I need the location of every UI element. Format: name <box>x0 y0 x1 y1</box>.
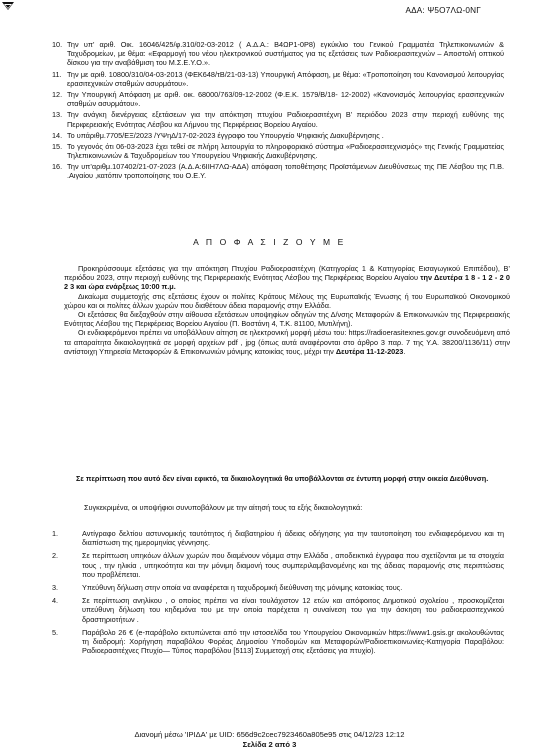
page-counter: Σελίδα 2 από 3 <box>242 739 297 749</box>
venue-paragraph: Οι εξετάσεις θα διεξαχθούν στην αίθουσα εξετάσεων υποψηφίων οδηγών της Δ/νσης Μεταφορών & Επικοινωνιών της Περιφερειακής Ενότητας Λέσβου της Περιφέρειας Βορείου Αιγαίου (Π. Βοστάνη 4, Τ.Κ. 81100, Μυτιλήνη). <box>64 309 510 329</box>
ada-code: ΑΔΑ: Ψ5Ο7ΛΩ-0ΝΓ <box>405 6 481 15</box>
document-item: 2. Σε περίπτωση υπηκόων άλλων χωρών που διαμένουν νόμιμα στην Ελλάδα , αποδεικτικά έγγραφα που σχετίζονται με τα στοιχεία τους , την ηλικία , υπηκοότητα και την μόνιμη διαμονή τους συμπεριλαμβανομένης και της άδειας παραμονής στις περιπτώσεις που προβλέπεται. <box>52 551 504 579</box>
application-deadline: Δευτέρα 11-12-2023 <box>335 346 404 356</box>
decision-body <box>64 264 510 356</box>
document-item: 4. Σε περίπτωση ανηλίκου , ο οποίος πρέπει να είναι τουλάχιστον 12 ετών και απόφοιτος Δημοτικού σχολείου , προσκομίζεται υπεύθυνη δήλωση του κηδεμόνα του με την οποία παρέχεται η συναίνεση του για την άσκηση του ραδιοερασιτεχνικού δραστηριοτήτων . <box>52 596 504 624</box>
page-marker-icon <box>2 1 14 11</box>
reference-item: 14. Το υπάριθμ.7705/ΕΞ/2023 /ΥΨηΔ/17-02-2023 έγγραφο του Υπουργείο Ψηφιακής Διακυβέρνησης . <box>52 130 384 140</box>
exam-date: την Δευτέρα 1 8 - 1 2 - 2 0 2 3 και ώρα ενάρξεως 10:00 π.μ. <box>64 273 510 292</box>
announcement-paragraph: Προκηρύσσουμε εξετάσεις για την απόκτηση Πτυχίου Ραδιοερασιτέχνη (Κατηγορίας 1 & Κατηγορίας Εισαγωγικού Επιπέδου), Β’ περιόδου 2023, στην περιοχή ευθύνης της Περιφερειακής Ενότητας Λέσβου της Περιφέρειας Βορείου Αιγαίου την Δευτέρα 1 8 - 1 2 - 2 0 2 3 και ώρα ενάρξεως 10:00 π.μ. <box>64 264 510 292</box>
page-footer <box>0 730 539 750</box>
reference-item: 11. Την με αριθ. 10800/310/04-03-2013 (ΦΕΚ648/τΒ/21-03-13) Υπουργική Απόφαση, με θέμα: «Τροποποίηση του Κανονισμού λειτουργίας ερασιτεχνικών σταθμών ασυρμάτου». <box>52 69 504 88</box>
reference-item: 12. Την Υπουργική Απόφαση με αριθ. οικ. 68000/763/09-12-2002 (Φ.Ε.Κ. 1579/Β/18- 12-2002) «Κανονισμός λειτουργίας ερασιτεχνικών σταθμών ασυρμάτου». <box>52 89 504 109</box>
current-page: 2 <box>268 739 273 749</box>
total-pages: 3 <box>292 739 297 749</box>
document-item: 1. Αντίγραφο δελτίου αστυνομικής ταυτότητος ή διαβατηρίου ή άδειας οδήγησης για την ταυτοποίηση του ενδιαφερόμενου και τη διαπίστωση της ημερομηνίας γέννησης. <box>52 529 504 548</box>
decision-heading: Α Π Ο Φ Α Σ Ι Ζ Ο Υ Μ Ε <box>193 237 346 247</box>
paper-submission-notice: Σε περίπτωση που αυτό δεν είναι εφικτό, τα δικαιολογητικά θα υποβάλλονται σε έντυπη μορφή στην οικεία Διεύθυνση. <box>76 474 489 483</box>
eligibility-paragraph: Δικαίωμα συμμετοχής στις εξετάσεις έχουν οι πολίτες Κράτους Μέλους της Ευρωπαϊκής Ένωσης ή του Ευρωπαϊκού Οικονομικού χώρου και οι πολίτες άλλων χωρών που διαθέτουν άδεια παραμονής στην Ελλάδα. <box>64 291 510 310</box>
application-paragraph: Οι ενδιαφερόμενοι πρέπει να υποβάλλουν αίτηση σε ηλεκτρονική μορφή μέσω του: https://radioerasitexnes.gov.gr συνοδευόμενη από τα απαραίτητα δικαιολογητικά σε μορφή αρχείων pdf , jpg (όπως αυτά αναφέρονται στο άρθρο 3 παρ. 7 της Υ.Α. 38200/1136/11) στην αντίστοιχη Υπηρεσία Μεταφορών & Επικοινωνιών μόνιμης κατοικίας τους, μέχρι την Δευτέρα 11-12-2023. <box>64 328 510 356</box>
reference-item: 13. Την ανάγκη διενέργειας εξετάσεων για την απόκτηση πτυχίου Ραδιοερασιτέχνη Β’ περιόδου 2023 στην περιοχή ευθύνης της Περιφερειακής Ενότητας Λέσβου κα Λήμνου της Περιφέρειας Βορείου Αιγαίου. <box>52 110 504 129</box>
reference-item: 16. Την υπ’αριθμ.107402/21-07-2023 (Α.Δ.Α:6ΙΙΗ7ΛΩ-ΑΔΑ) απόφαση τοποθέτησης Προϊστάμενων Διευθύνσεως της ΠΕ Λέσβου της Π.Β. .Αιγαίου ,κατόπιν τροποποίησης του Ο.Ε.Υ. <box>52 162 504 181</box>
reference-item: 10. Την υπ’ αριθ. Οικ. 16046/425/φ.310/02-03-2012 ( Α.Δ.Α.: Β4ΩΡ1-0Ρ8) εγκύκλιο του Γενικού Γραμματέα Τηλεπικοινωνιών & Ταχυδρομείων, με θέμα: «Εφαρμογή του νέου ηλεκτρονικού συστήματος για τις εξετάσεις των Ραδιοερασιτεχνών – Αποστολή οπτικού δίσκου για την αναβάθμιση του Μ.Σ.Ε.Υ.Ο.». <box>52 40 504 68</box>
distribution-line: Διανομή μέσω 'ΙΡΙΔΑ' με UID: 656d9c2cec7923460a805e95 στις 04/12/23 12:12 <box>134 730 405 739</box>
references-list <box>52 40 504 183</box>
document-item: 5. Παράβολο 26 € (e-παράβολο εκτυπώνεται από την ιστοσελίδα του Υπουργείου Οικονομικών https://www1.gsis.gr ακολουθώντας τη διαδρομή: Χορήγηση παραβόλου Φορέας Δημοσίου Υποδομών και Μεταφορών/Ραδιοεπικοινωνίες-Κατηγορία Παραβόλου: Ραδιοερασιτέχνες Πτυχίο— Τύπος παραβόλου [5113] Συμμετοχή στις εξετάσεις για πτυχίο). <box>52 627 504 656</box>
documents-list <box>52 529 504 659</box>
documents-intro: Συγκεκριμένα, οι υποψήφιοι συνυποβάλουν με την αίτησή τους τα εξής δικαιολογητικά: <box>84 503 363 512</box>
document-item: 3. Υπεύθυνη δήλωση στην οποία να αναφέρεται η ταχυδρομική διεύθυνση της μόνιμης κατοικίας τους. <box>52 582 403 592</box>
reference-item: 15. Το γεγονός ότι 06-03-2023 έχει τεθεί σε πλήρη λειτουργία το πληροφοριακό σύστημα «Ραδιοερασιτεχνισμός» της Γενικής Γραμματείας Τηλεπικοινωνιών & Ταχυδρομείων του Υπουργείου Ψηφιακής Διακυβέρνησης. <box>52 141 504 161</box>
